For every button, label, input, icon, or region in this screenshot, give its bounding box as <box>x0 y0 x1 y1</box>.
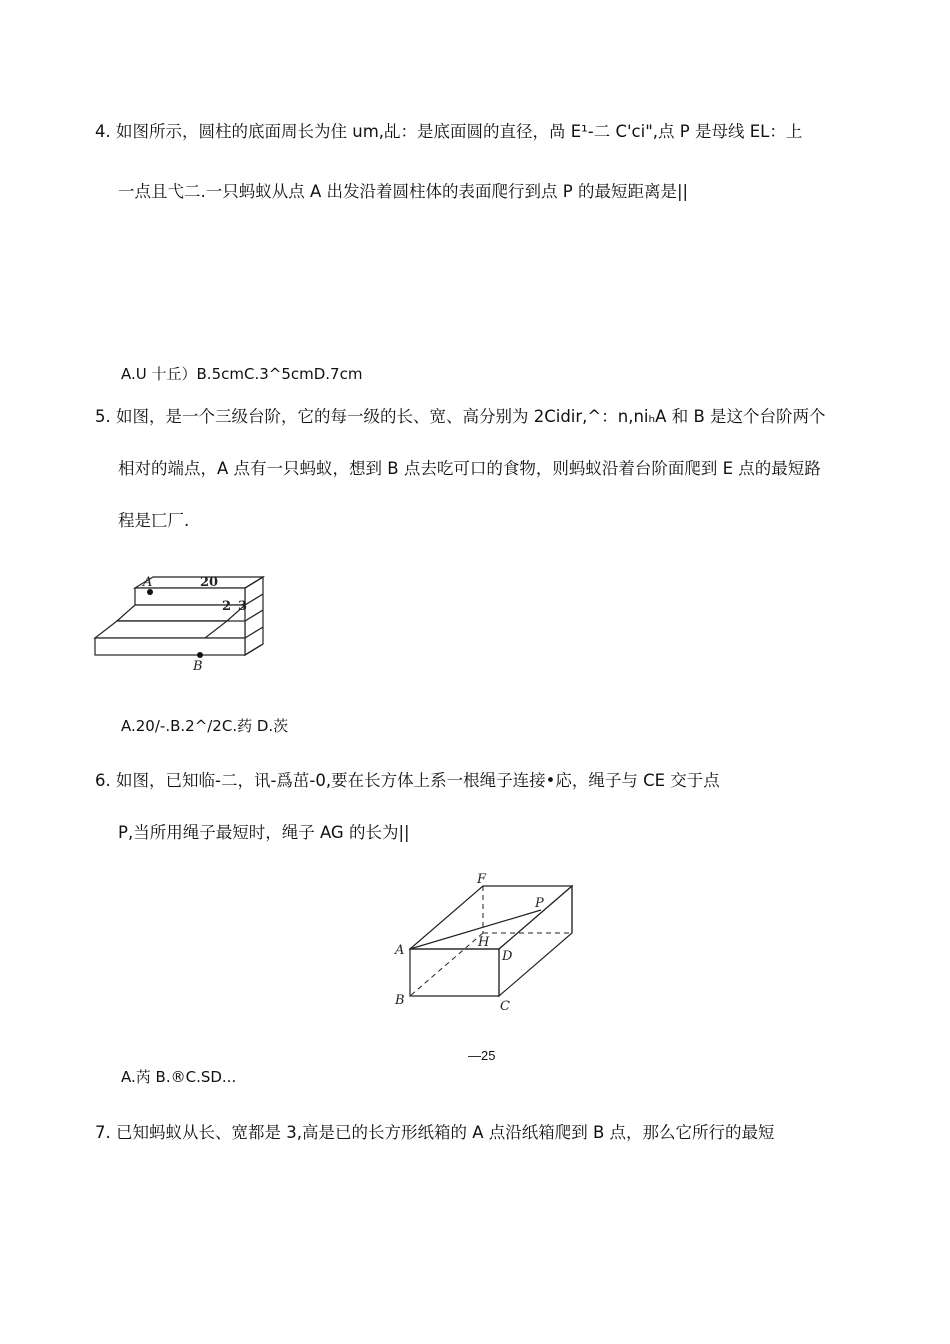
label-a: A <box>143 575 153 590</box>
label-length: 20 <box>200 575 219 590</box>
q6-line-2: P,当所用绳子最短时，绳子 AG 的长为|| <box>118 823 410 842</box>
label-d: D <box>502 949 513 964</box>
point-b-dot <box>197 652 203 658</box>
label-height: 3 <box>238 599 248 614</box>
label-b: B <box>193 659 203 674</box>
label-f: F <box>477 872 487 887</box>
q4-line-2: 一点且弋二.一只蚂蚁从点 A 出发沿着圆柱体的表面爬行到点 P 的最短距离是|| <box>118 182 689 201</box>
label-c: C <box>500 999 510 1014</box>
staircase-figure <box>88 570 273 675</box>
cuboid-figure <box>385 870 585 1015</box>
q4-options: A.U 十丘）B.5cmC.3^5cmD.7cm <box>121 365 363 383</box>
label-b: B <box>395 993 405 1008</box>
q7-line-1: 7. 已知蚂蚁从长、宽都是 3,高是已的长方形纸箱的 A 点沿纸箱爬到 B 点，那么它所行的最短 <box>95 1123 775 1142</box>
label-p: P <box>535 896 544 911</box>
q5-line-3: 程是匸厂. <box>118 511 190 530</box>
label-a: A <box>395 943 405 958</box>
label-width: 2 <box>222 599 232 614</box>
q6-figure-footnote: —25 <box>468 1048 496 1063</box>
q5-line-2: 相对的端点，A 点有一只蚂蚁，想到 B 点去吃可口的食物，则蚂蚁沿着台阶面爬到 E 点的最短路 <box>118 459 821 478</box>
q5-line-1: 5. 如图，是一个三级台阶，它的每一级的长、宽、高分别为 2Cidir,^：n,niₕA 和 B 是这个台阶两个 <box>95 407 826 426</box>
q5-options: A.20/-.B.2^/2C.药 D.茨 <box>121 717 289 735</box>
q6-options: A.芮 B.®C.SD... <box>121 1068 237 1086</box>
q6-line-1: 6. 如图，已知临-二，讯-爲茁-0,要在长方体上系一根绳子连接•応，绳子与 CE 交于点 <box>95 771 720 790</box>
q4-line-1: 4. 如图所示，圆柱的底面周长为住 um,乩：是底面圆的直径，咼 E¹-二 C'ci",点 P 是母线 EL：上 <box>95 122 803 141</box>
label-h: H <box>478 935 490 950</box>
